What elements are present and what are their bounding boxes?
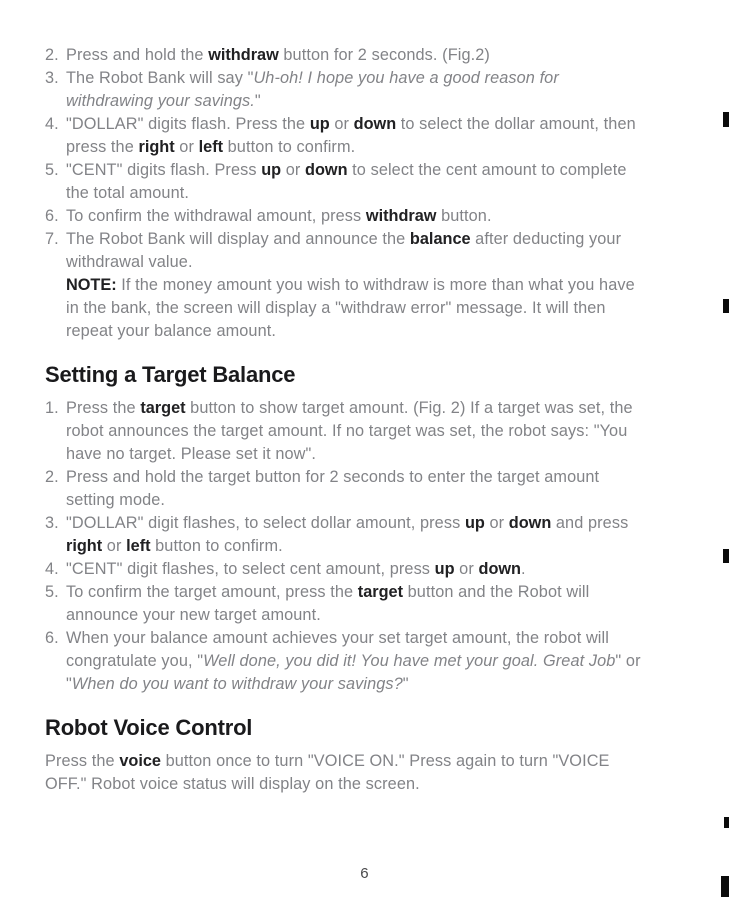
instruction-step: [45, 228, 711, 343]
withdraw-steps-list: [45, 44, 711, 343]
scan-artifact-mark: [724, 817, 729, 828]
body-text: " or: [615, 652, 641, 670]
instruction-step: [45, 397, 711, 466]
instruction-step: [45, 44, 711, 67]
body-text: to select the dollar amount, then: [396, 115, 636, 133]
quote-text: Uh-oh! I hope you have a good reason for: [253, 69, 559, 87]
quote-text: withdrawing your savings.: [66, 92, 255, 110]
instruction-step: [45, 512, 711, 558]
body-text: To confirm the target amount, press the: [66, 583, 358, 601]
page-number: 6: [360, 865, 369, 882]
voice-control-paragraph: [45, 750, 705, 796]
emphasis-text: target: [140, 399, 186, 417]
emphasis-text: up: [464, 514, 485, 532]
body-text: setting mode.: [66, 491, 166, 509]
body-text: The Robot Bank will say ": [66, 69, 254, 87]
scan-artifact-mark: [723, 112, 729, 127]
body-text: have no target. Please set it now".: [66, 445, 317, 463]
emphasis-text: down: [478, 560, 521, 578]
body-text: To confirm the withdrawal amount, press: [66, 207, 366, 225]
body-text: Press the: [45, 752, 120, 770]
body-text: or: [281, 161, 306, 179]
instruction-step: [45, 466, 711, 512]
emphasis-text: up: [309, 115, 330, 133]
emphasis-text: NOTE:: [66, 276, 117, 294]
body-text: "CENT" digits flash. Press: [66, 161, 262, 179]
body-text: "CENT" digit flashes, to select cent amount, press: [66, 560, 435, 578]
body-text: or: [174, 138, 199, 156]
body-text: Press and hold the target button for 2 seconds to enter the target amount: [66, 468, 600, 486]
instruction-step: [45, 67, 711, 113]
body-text: "DOLLAR" digit flashes, to select dollar amount, press: [66, 514, 465, 532]
body-text: ": [402, 675, 409, 693]
body-text: after deducting your: [470, 230, 622, 248]
instruction-step: [45, 159, 711, 205]
emphasis-text: right: [138, 138, 175, 156]
instruction-step: [45, 205, 711, 228]
target-steps-list: [45, 397, 711, 696]
emphasis-text: down: [508, 514, 552, 532]
emphasis-text: left: [126, 537, 151, 555]
body-text: ": [66, 675, 72, 693]
section-heading-target-balance: Setting a Target Balance: [45, 362, 296, 387]
body-text: button to confirm.: [223, 138, 356, 156]
body-text: OFF." Robot voice status will display on the screen.: [45, 775, 420, 793]
body-text: If the money amount you wish to withdraw is more than what you have: [116, 276, 635, 294]
body-text: Press and hold the: [66, 46, 209, 64]
body-text: button to confirm.: [150, 537, 283, 555]
scan-artifact-mark: [721, 876, 729, 897]
body-text: or: [329, 115, 354, 133]
instruction-step: [45, 558, 711, 581]
emphasis-text: up: [434, 560, 455, 578]
emphasis-text: up: [261, 161, 282, 179]
emphasis-text: withdraw: [365, 207, 437, 225]
body-text: When your balance amount achieves your set target amount, the robot will: [66, 629, 609, 647]
body-text: the total amount.: [66, 184, 189, 202]
body-text: button for 2 seconds. (Fig.2): [278, 46, 490, 64]
section-heading-voice-control: Robot Voice Control: [45, 715, 253, 740]
body-text: robot announces the target amount. If no target was set, the robot says: "You: [66, 422, 628, 440]
body-text: to select the cent amount to complete: [347, 161, 627, 179]
body-text: announce your new target amount.: [66, 606, 321, 624]
emphasis-text: target: [357, 583, 404, 601]
emphasis-text: down: [353, 115, 397, 133]
emphasis-text: voice: [119, 752, 161, 770]
body-text: ": [254, 92, 261, 110]
body-text: button to show target amount. (Fig. 2) If a target was set, the: [185, 399, 633, 417]
body-text: .: [521, 560, 526, 578]
instruction-step: [45, 113, 711, 159]
body-text: and press: [551, 514, 629, 532]
body-text: Press the: [66, 399, 141, 417]
body-text: button and the Robot will: [403, 583, 590, 601]
body-text: withdrawal value.: [66, 253, 193, 271]
body-text: or: [102, 537, 127, 555]
quote-text: Well done, you did it! You have met your goal. Great Job: [203, 652, 616, 670]
emphasis-text: balance: [409, 230, 471, 248]
body-text: or: [454, 560, 479, 578]
body-text: congratulate you, ": [66, 652, 204, 670]
body-text: button.: [436, 207, 492, 225]
emphasis-text: right: [66, 537, 103, 555]
scan-artifact-mark: [723, 299, 729, 313]
body-text: "DOLLAR" digits flash. Press the: [66, 115, 310, 133]
body-text: button once to turn "VOICE ON." Press again to turn "VOICE: [160, 752, 610, 770]
body-text: or: [484, 514, 509, 532]
instruction-step: [45, 627, 711, 696]
emphasis-text: left: [198, 138, 224, 156]
body-text: repeat your balance amount.: [66, 322, 276, 340]
emphasis-text: down: [305, 161, 348, 179]
body-text: The Robot Bank will display and announce the: [66, 230, 410, 248]
body-text: press the: [66, 138, 139, 156]
quote-text: When do you want to withdraw your savings?: [71, 675, 403, 693]
instruction-step: [45, 581, 711, 627]
emphasis-text: withdraw: [208, 46, 279, 64]
body-text: in the bank, the screen will display a "withdraw error" message. It will then: [66, 299, 606, 317]
scan-artifact-mark: [723, 549, 729, 563]
